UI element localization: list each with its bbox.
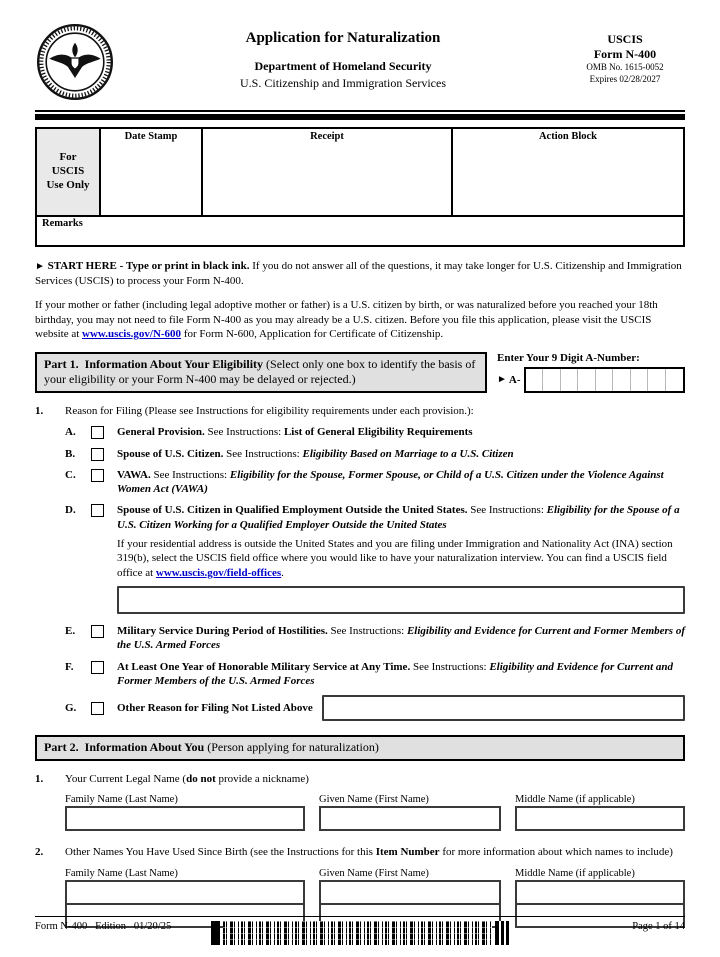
option-f-row: F. At Least One Year of Honorable Military Service at Any Time. See Instructions: Eligibility and Evidence for Current and Former Members of the U.S. Armed Forces bbox=[65, 660, 673, 687]
start-here-paragraph: ► START HERE - Type or print in black ink. If you do not answer all of the questions, it may take longer for U.S. Citizenship and Immigration Services (USCIS) to process your Form N-400. bbox=[35, 260, 682, 287]
option-b-row: B. Spouse of U.S. Citizen. See Instructions: Eligibility Based on Marriage to a U.S. Citizen bbox=[65, 447, 514, 460]
form-number-block bbox=[565, 22, 685, 85]
n600-link[interactable]: www.uscis.gov/N-600 bbox=[82, 328, 182, 341]
form-title-block bbox=[121, 22, 565, 91]
part1-header: Part 1. Information About Your Eligibility (Select only one box to identify the basis of your eligibility or your Form N-400 may be delayed or rejected.) bbox=[35, 352, 487, 393]
a-number-label: Enter Your 9 Digit A-Number: bbox=[497, 351, 640, 364]
remarks-cell: Remarks bbox=[37, 215, 683, 245]
middle-name-label: Middle Name (if applicable) bbox=[515, 794, 635, 806]
option-d-row: D. Spouse of U.S. Citizen in Qualified Employment Outside the United States. See Instructions: Eligibility for the Spouse of a U.S. Citizen Working for a Qualified Employer Outside the United States If your residential address is outside the United States and you are filing under Immigration and Nationality Act (INA) section 319(b), select the USCIS field office where you would like to have your naturalization interview. You can find a USCIS field office at www.uscis.gov/field-offices. bbox=[65, 503, 685, 613]
other-family-name-input-1[interactable] bbox=[67, 882, 303, 903]
field-office-input[interactable] bbox=[117, 586, 685, 614]
parent-citizenship-paragraph: If your mother or father (including legal adoptive mother or father) is a U.S. citizen by birth, or was naturalized before you reached your 18th birthday, you may not need to file Form N-400 as you may already be a U.S. citizen. Before you file this application, please visit the USCIS website at www.uscis.gov/N-600 for Form N-600, Application for Certificate of Citizenship. bbox=[35, 299, 658, 341]
field-offices-link[interactable]: www.uscis.gov/field-offices bbox=[155, 566, 282, 579]
uscis-use-only-table bbox=[35, 127, 685, 247]
item-2-other-names: 2. Other Names You Have Used Since Birth (see the Instructions for this Item Number for more information about which names to include) bbox=[35, 846, 673, 859]
barcode bbox=[211, 921, 509, 945]
use-only-side-label: For USCIS Use Only bbox=[37, 129, 101, 215]
dhs-seal-icon bbox=[35, 22, 121, 107]
family-name-input[interactable] bbox=[65, 806, 305, 831]
checkbox-option-b[interactable] bbox=[91, 448, 104, 461]
expiration-date: Expires 02/28/2027 bbox=[589, 73, 661, 84]
header-rule-thin bbox=[35, 110, 685, 112]
checkbox-option-c[interactable] bbox=[91, 469, 104, 482]
date-stamp-cell: Date Stamp bbox=[101, 129, 203, 215]
other-given-name-label: Given Name (First Name) bbox=[319, 867, 429, 879]
part1-header-row bbox=[35, 352, 685, 393]
checkbox-option-g[interactable] bbox=[91, 702, 104, 715]
page-number: Page 1 of 14 bbox=[632, 921, 685, 932]
form-edition: Form N-400 Edition 01/20/25 bbox=[35, 921, 172, 932]
item-1-current-legal-name: 1. Your Current Legal Name (do not provide a nickname) bbox=[35, 772, 309, 785]
other-given-name-input-1[interactable] bbox=[321, 882, 499, 903]
checkbox-option-f[interactable] bbox=[91, 661, 104, 674]
other-middle-name-label: Middle Name (if applicable) bbox=[515, 867, 635, 879]
given-name-label: Given Name (First Name) bbox=[319, 794, 429, 806]
given-name-input[interactable] bbox=[319, 806, 501, 831]
form-number: Form N-400 bbox=[593, 47, 657, 61]
header-rule-thick bbox=[35, 114, 685, 120]
page-footer bbox=[35, 916, 685, 945]
checkbox-option-e[interactable] bbox=[91, 625, 104, 638]
option-c-row: C. VAWA. See Instructions: Eligibility for the Spouse, Former Spouse, or Child of a U.S. Citizen under the Violence Against Women Act (VAWA) bbox=[65, 468, 664, 496]
department-line: Department of Homeland Security bbox=[254, 59, 432, 73]
a-number-prefix: A- bbox=[508, 373, 521, 386]
current-name-fields bbox=[65, 794, 685, 831]
checkbox-option-a[interactable] bbox=[91, 426, 104, 439]
option-a-row: A. General Provision. See Instructions: List of General Eligibility Requirements bbox=[65, 426, 473, 439]
barcode-stop-guard bbox=[495, 921, 509, 945]
omb-number: OMB No. 1615-0052 bbox=[586, 62, 664, 72]
part2-header: Part 2. Information About You (Person applying for naturalization) bbox=[35, 735, 685, 761]
a-number-block bbox=[497, 352, 685, 393]
other-reason-input[interactable] bbox=[322, 695, 685, 721]
action-block-cell: Action Block bbox=[538, 131, 598, 142]
a-number-arrow-icon: ► bbox=[497, 374, 507, 386]
page-title: Application for Naturalization bbox=[245, 30, 441, 46]
item-1-reason-for-filing: 1. Reason for Filing (Please see Instructions for eligibility requirements under each provision.): bbox=[35, 404, 474, 417]
a-number-input[interactable] bbox=[524, 367, 685, 393]
other-family-name-label: Family Name (Last Name) bbox=[65, 867, 178, 879]
start-here-bold: START HERE - Type or print in black ink. bbox=[47, 260, 250, 272]
family-name-label: Family Name (Last Name) bbox=[65, 794, 178, 806]
checkbox-option-d[interactable] bbox=[91, 504, 104, 517]
option-e-row: E. Military Service During Period of Hostilities. See Instructions: Eligibility and Evidence for Current and Former Members of the U.S. Armed Forces bbox=[65, 624, 686, 652]
barcode-body bbox=[223, 921, 492, 945]
option-g-row: G. Other Reason for Filing Not Listed Above bbox=[65, 695, 685, 721]
form-header bbox=[35, 22, 685, 107]
uscis-label: USCIS bbox=[607, 32, 643, 46]
middle-name-input[interactable] bbox=[515, 806, 685, 831]
agency-line: U.S. Citizenship and Immigration Services bbox=[240, 76, 446, 90]
barcode-start-guard bbox=[211, 921, 220, 945]
other-middle-name-input-1[interactable] bbox=[517, 882, 683, 903]
field-office-note: If your residential address is outside the United States and you are filing under Immigration and Nationality Act (INA) section 319(b), select the USCIS field office where you would like to have your naturalization interview. You can find a USCIS field office at www.uscis.gov/field-offices. bbox=[117, 538, 673, 579]
receipt-cell: Receipt bbox=[203, 129, 453, 215]
start-arrow-icon: ► bbox=[35, 261, 45, 272]
